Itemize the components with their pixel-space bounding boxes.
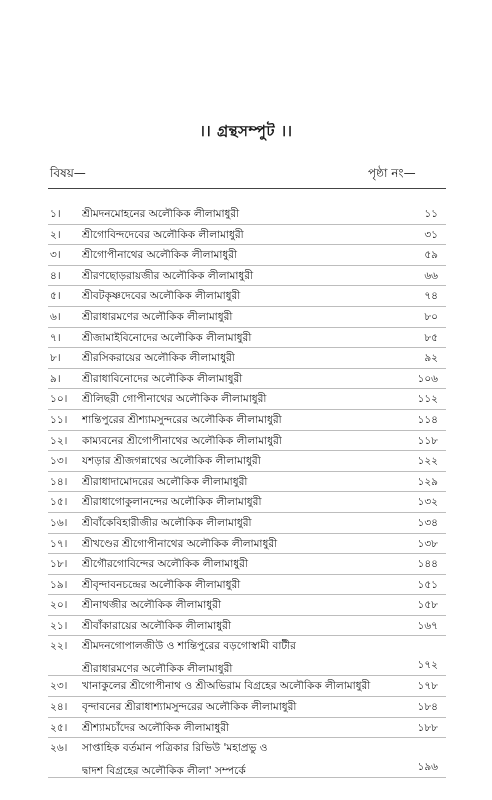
toc-entry [48,245,446,266]
toc-entry [48,307,446,328]
entry-number: ১১। [50,413,68,426]
toc-entry [48,389,446,410]
entry-number: ২৫। [50,721,68,734]
entry-page-number: ১৭৮ [417,680,438,693]
entry-title-line: শ্রীগৌরগোবিন্দের অলৌকিক লীলামাধুরী [82,558,248,571]
entry-title-line: শ্রীরাধাদামোদরের অলৌকিক লীলামাধুরী [82,475,248,488]
toc-entry [48,204,446,225]
entry-number: ১৫। [50,496,68,509]
toc-entry [48,636,446,676]
entry-title [82,557,400,574]
entry-page-number: ১১৮ [417,434,438,447]
entry-page-number: ৩১ [424,228,438,241]
entry-number: ২০। [50,599,68,612]
toc-entry [48,513,446,534]
entry-number: ১৮। [50,558,68,571]
entry-title-line: শ্রীবাঁকেবিহারীজীর অলৌকিক লীলামাধুরী [82,516,252,529]
entry-page-number: ৯২ [424,352,438,365]
entry-title [82,207,400,224]
entry-page-number: ১৫১ [417,578,438,591]
page-title: ।। গ্রন্থসম্পুট ।। [199,122,293,140]
entry-page-number: ৫৯ [424,249,438,262]
toc-entry [48,451,446,472]
entry-title [82,413,400,430]
entry-title-line: শ্রীনাথজীর অলৌকিক লীলামাধুরী [82,599,221,612]
toc-entry [48,697,446,718]
entry-title [82,269,400,286]
entry-number: ৭। [50,331,61,344]
toc-entry [48,472,446,493]
entry-number: ১। [50,208,61,220]
entry-title [82,639,400,679]
entry-title [82,289,400,306]
entry-title [82,700,400,717]
toc-entry [48,410,446,431]
entry-title [82,741,400,781]
entry-title [82,475,400,492]
toc-entry [48,575,446,596]
entry-title-line: শ্রীলিছরী গোপীনাথের অলৌকিক লীলামাধুরী [82,393,267,406]
entry-title-line: শ্রীমদনমোহনের অলৌকিক লীলামাধুরী [82,208,240,220]
subject-column-header: বিষয়— [50,166,86,180]
toc-entry [48,616,446,637]
entry-page-number: ১৩২ [417,496,438,509]
entry-page-number: ১৮৪ [417,701,438,714]
entry-title-line-2: শ্রীরাধারমণের অলৌকিক লীলামাধুরী [82,663,233,676]
entry-page-number: ৬৬ [424,269,438,282]
entry-title-line: শ্রীজামাইবিনোদের অলৌকিক লীলামাধুরী [82,331,252,344]
entry-title [82,598,400,615]
entry-title [82,537,400,554]
entry-title [82,228,400,245]
entry-number: ৩। [50,249,61,262]
toc-entry [48,328,446,349]
entry-title [82,495,400,512]
table-of-contents [48,204,446,778]
entry-number: ২১। [50,619,68,632]
entry-title-line: শ্রীরাধারমণের অলৌকিক লীলামাধুরী [82,310,233,323]
page-number-column-header: পৃষ্ঠা নং— [368,166,416,180]
entry-number: ২। [50,228,61,241]
entry-page-number: ১০৬ [417,372,438,385]
entry-page-number: ১৯৬ [417,761,438,774]
entry-title-line: শ্রীরাধাবিনোদের অলৌকিক লীলামাধুরী [82,372,243,385]
entry-title [82,392,400,409]
entry-page-number: ১৭২ [417,659,438,672]
entry-title [82,248,400,265]
entry-title [82,516,400,533]
entry-title-line: শ্রীশ্যামচাঁদের অলৌকিক লীলামাধুরী [82,721,230,734]
entry-page-number: ১৩৮ [417,537,438,550]
entry-title [82,351,400,368]
entry-title-line: সাপ্তাহিক বর্তমান পত্রিকার রিভিউ 'মহাপ্রভু ও [82,742,268,755]
entry-title [82,310,400,327]
entry-title-line: শ্রীখণ্ডের শ্রীগোপীনাথের অলৌকিক লীলামাধুরী [82,537,278,550]
entry-page-number: ১২২ [417,455,438,468]
entry-title-line: শ্রীবৃন্দাবনচন্দ্রের অলৌকিক লীলামাধুরী [82,578,241,591]
entry-number: ২৩। [50,680,68,693]
entry-page-number: ১৩৪ [417,516,438,529]
entry-title [82,434,400,451]
entry-title-line: বৃন্দাবনের শ্রীরাধাশ্যামসুন্দরের অলৌকিক লীলামাধুরী [82,701,297,714]
toc-entry [48,738,446,778]
entry-title [82,331,400,348]
entry-number: ৪। [50,269,61,282]
entry-title-line: শ্রীমদনগোপালজীউ ও শান্তিপুরের বড়গোস্বামী বাটীর [82,640,296,653]
entry-number: ১০। [50,393,68,406]
entry-title-line: শান্তিপুরের শ্রীশ্যামসুন্দরের অলৌকিক লীলামাধুরী [82,413,282,426]
entry-title [82,721,400,738]
entry-number: ১৭। [50,537,68,550]
entry-page-number: ১৪৪ [417,558,438,571]
entry-title [82,372,400,389]
entry-page-number: ৮০ [424,310,438,323]
toc-entry [48,534,446,555]
toc-entry [48,369,446,390]
entry-page-number: ১২৯ [417,475,438,488]
toc-entry [48,348,446,369]
entry-number: ২৪। [50,701,68,714]
toc-entry [48,718,446,739]
entry-number: ১৯। [50,578,68,591]
entry-title-line: খানাকুলের শ্রীগোপীনাথ ও শ্রীঅভিরাম বিগ্রহের অলৌকিক লীলামাধুরী [82,680,371,693]
entry-page-number: ৮৫ [424,331,438,344]
entry-number: ৫। [50,290,61,303]
entry-page-number: ১১২ [417,393,438,406]
entry-title-line: শ্রীবটকৃষ্ণদেবের অলৌকিক লীলামাধুরী [82,290,241,303]
toc-entry [48,266,446,287]
toc-entry [48,492,446,513]
toc-entry [48,554,446,575]
entry-page-number: ৭৪ [424,290,438,303]
entry-number: ৯। [50,372,61,385]
entry-page-number: ১৮৮ [417,721,438,734]
entry-number: ১৬। [50,516,68,529]
toc-entry [48,225,446,246]
entry-number: ১৩। [50,455,68,468]
entry-title-line: কাম্যবনের শ্রীগোপীনাথের অলৌকিক লীলামাধুরী [82,434,282,447]
entry-number: ৮। [50,352,61,365]
entry-title-line: শ্রীরাধাগোকুলানন্দের অলৌকিক লীলামাধুরী [82,496,262,509]
entry-title-line-2: দ্বাদশ বিগ্রহের অলৌকিক লীলা' সম্পর্কে [82,765,246,778]
toc-entry [48,676,446,697]
entry-page-number: ১৫৮ [417,599,438,612]
entry-number: ৬। [50,310,61,323]
entry-title-line: শ্রীগোবিন্দদেবের অলৌকিক লীলামাধুরী [82,228,244,241]
entry-title-line: শ্রীবাঁকারায়ের অলৌকিক লীলামাধুরী [82,619,231,632]
entry-page-number: ১১ [424,208,438,220]
entry-title-line: শ্রীরণছোড়রায়জীর অলৌকিক লীলামাধুরী [82,269,254,282]
entry-number: ২৬। [50,742,68,755]
entry-title-line: শ্রীরসিকরায়ের অলৌকিক লীলামাধুরী [82,352,235,365]
entry-title-line: শ্রীগোপীনাথের অলৌকিক লীলামাধুরী [82,249,238,262]
toc-entry [48,431,446,452]
header-divider [48,188,446,189]
entry-number: ১৪। [50,475,68,488]
entry-page-number: ১১৪ [417,413,438,426]
entry-number: ২২। [50,640,68,653]
entry-title-line: যশড়ার শ্রীজগন্নাথের অলৌকিক লীলামাধুরী [82,455,261,468]
entry-page-number: ১৬৭ [417,619,438,632]
toc-entry [48,286,446,307]
entry-number: ১২। [50,434,68,447]
entry-title [82,619,400,636]
entry-title [82,679,400,696]
entry-title [82,454,400,471]
entry-title [82,578,400,595]
toc-entry [48,595,446,616]
